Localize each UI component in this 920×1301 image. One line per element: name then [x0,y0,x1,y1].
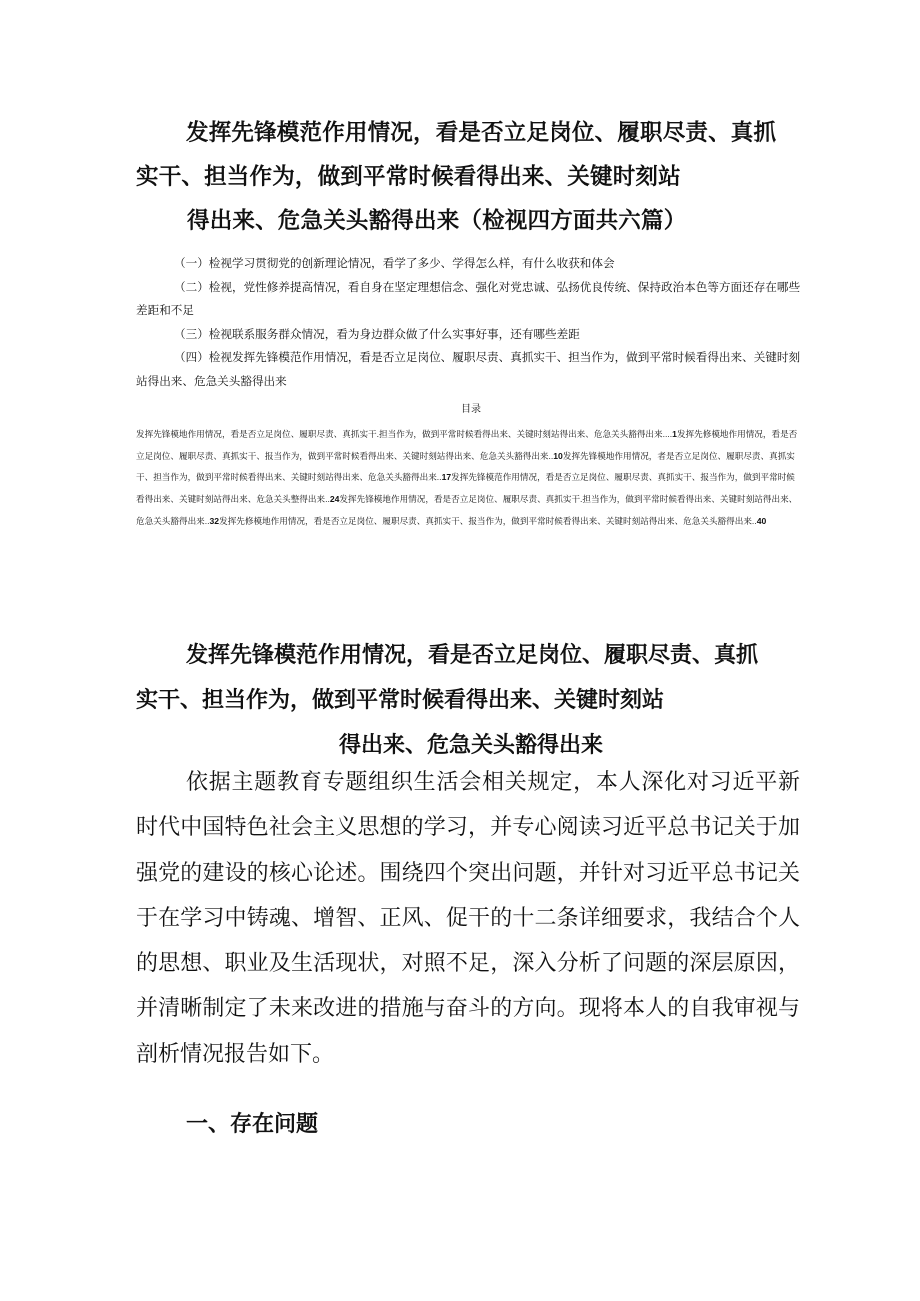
toc-entry-page: 1 [672,429,677,439]
toc-entry-page: 10 [553,450,563,461]
toc-entry-page: 32 [209,515,220,526]
toc-entry-page: 17 [441,472,452,483]
section-title [136,633,806,768]
checklist-item: （一）检视学习贯彻党的创新理论情况，看学了多少、学得怎么样，有什么收获和体会 [174,256,615,270]
section-title-line-2: 实干、担当作为，做到平常时候看得出来、关键时刻站 [136,687,665,714]
toc-entry-text: 发挥先修模地作用情况，看是否立足岗位、履职尽责、真抓实干、报当作为，做到平常时候看得出来、关键时刻站得出来、危急关头豁得出来.. [219,515,757,526]
toc-entry-text: 发挥先锋模范作用情况，看是否立足岗位、履职尽责、真抓实干、报当作为，做到平常时候看得出来、关键时刻站得出来、危急关头整得出来.. [136,472,795,505]
document-title-line-1: 发挥先锋模范作用情况，看是否立足岗位、履职尽责、真抓 [186,120,777,146]
toc-entry-text: 发挥先锋模地作用情况，者是否立足岗位、履职尽责、真抓实干、担当作为，做到平常时候看得出来、关键时刻站得出来、危急关头豁得出来.. [136,450,795,483]
review-checklist [136,252,806,393]
checklist-item: （四）检视发挥先锋模范作用情况，看是否立足岗位、履职尽责、真抓实干、担当作为，做到平常时候看得出来、关键时刻站得出来、危急关头豁得出来 [136,350,801,388]
body-paragraph: 依据主题教育专题组织生活会相关规定，本人深化对习近平新时代中国特色社会主义思想的学习，并专心阅读习近平总书记关于加强党的建设的核心论述。围绕四个突出问题，并针对习近平总书记关于在学习中铸魂、增智、正风、促干的十二条详细要求，我结合个人的思想、职业及生活现状，对照不足，深入分析了问题的深层原因，并清晰制定了未来改进的措施与奋斗的方向。现将本人的自我审视与剖析情况报告如下。 [136,770,800,1067]
table-of-contents [136,424,800,533]
toc-entry-text: 发挥先修模地作用情况，看是否立足岗位、履职尽责、真抓实干、报当作为，做到平常时候看得出来、关键时刻站得出来、危急关头豁得出来.. [136,429,798,461]
toc-entry-text: 发挥先锋模地作用情况，看是否立足岗位、履职尽责、真抓实干.担当作为，做到平常时候看得出来、关键时刻站得出来、危急关头豁得出来.. [136,494,798,526]
document-title [136,111,806,243]
toc-entry[interactable] [219,516,766,526]
toc-entry-text: 发挥先锋模地作用情况，看是否立足岗位、履职尽责、真抓实干.担当作为，做到平常时候看得出来、关键时刻站得出来、危急关头豁得出来.... [136,429,673,439]
section-title-line-3: 得出来、危急关头豁得出来 [338,732,603,759]
document-title-line-2: 实干、担当作为，做到平常时候看得出来、关键时刻站 [136,164,681,190]
toc-entry-page: 40 [756,515,767,526]
sub-heading: 一、存在问题 [186,1111,319,1137]
section-title-line-1: 发挥先锋模范作用情况，看是否立足岗位、履职尽责、真抓 [186,642,759,669]
toc-entry[interactable] [136,429,677,439]
toc-entry-page: 24 [329,494,340,505]
checklist-item: （二）检视，党性修养提高情况，看自身在坚定理想信念、强化对党忠诚、弘扬优良传统、保持政治本色等方面还存在哪些差距和不足 [136,279,801,317]
document-title-line-3: 得出来、危急关头豁得出来（检视四方面共六篇） [187,208,687,234]
toc-heading: 目录 [461,404,481,415]
checklist-item: （三）检视联系服务群众情况，看为身边群众做了什么实事好事，还有哪些差距 [174,326,580,341]
